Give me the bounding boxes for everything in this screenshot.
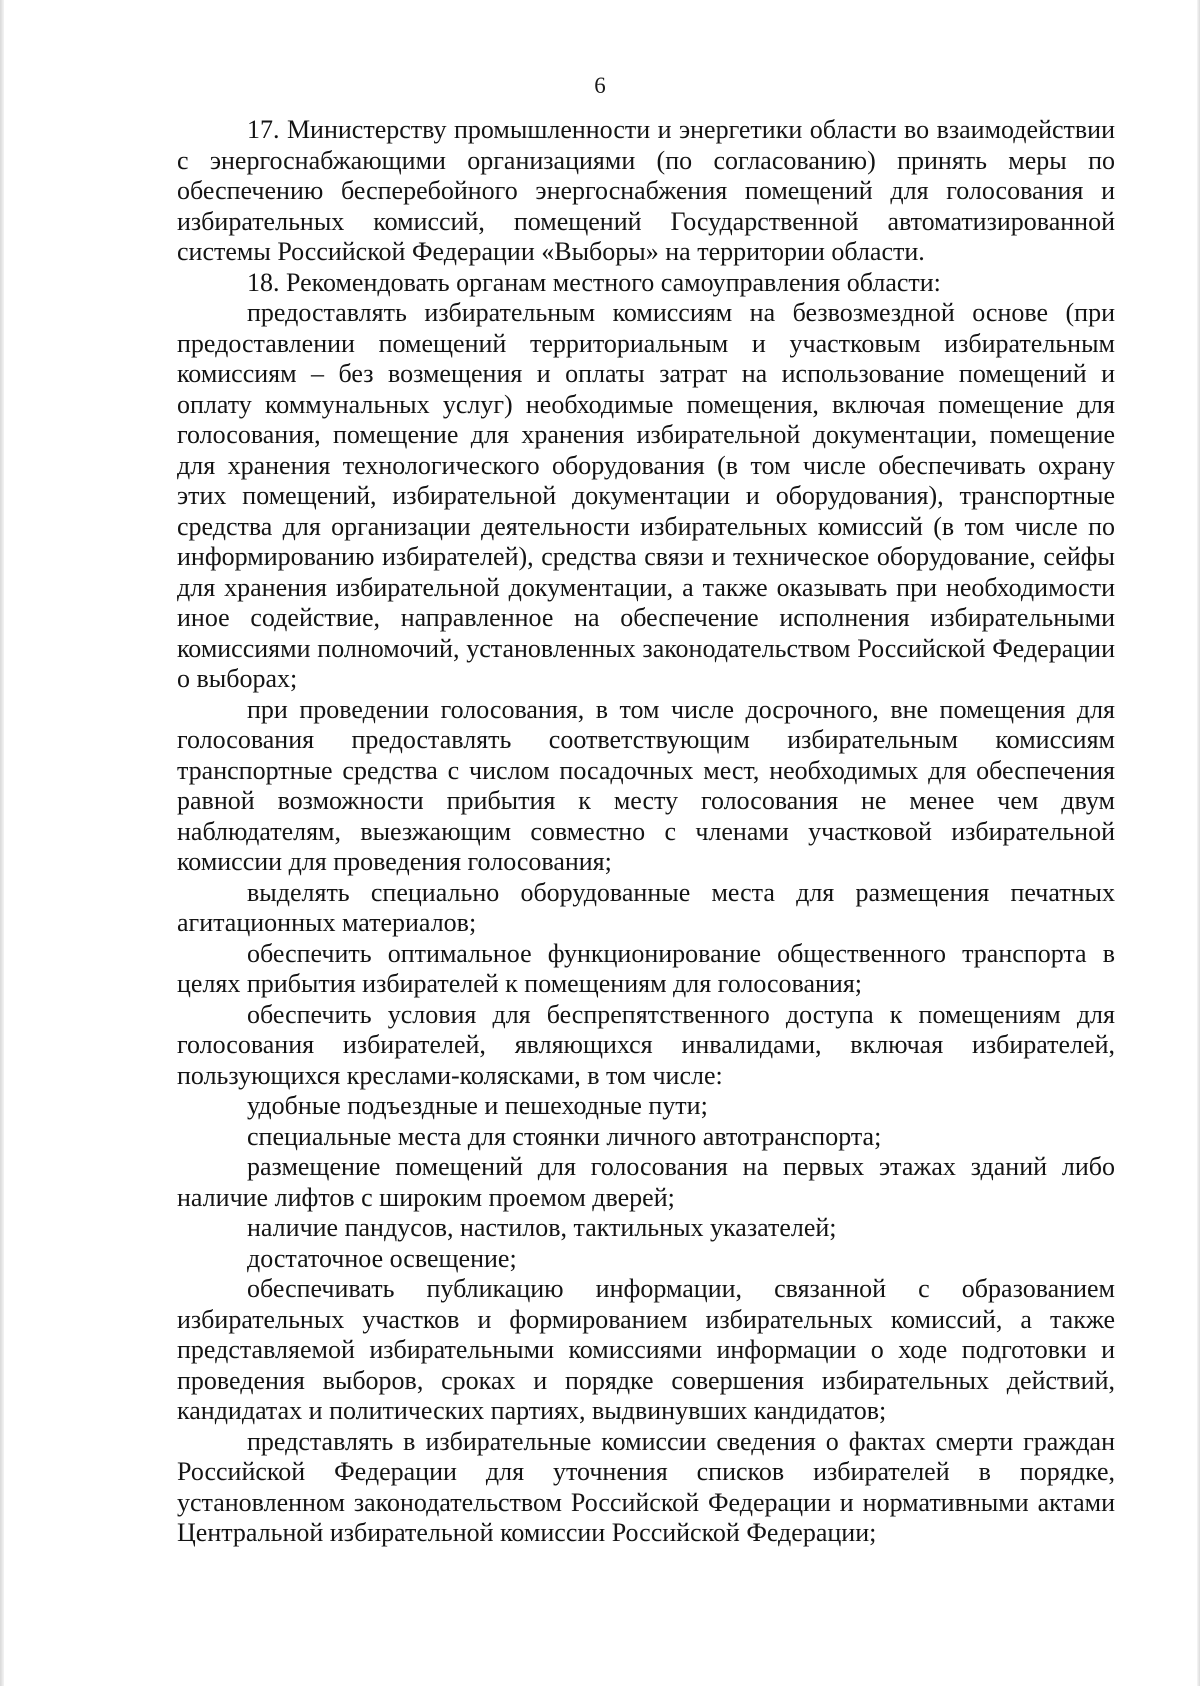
paragraph-transport-for-voting: при проведении голосования, в том числе досрочного, вне помещения для голосования предоставлять соответствующим избирательным комиссиям транспортные средства с числом посадочных мест, необходимых для обеспечения равной возможности прибытия к месту голосования не менее чем двум наблюдателям, выезжающим совместно с членами участковой избирательной комиссии для проведения голосования; — [177, 694, 1115, 876]
paragraph-public-transport: обеспечить оптимальное функционирование общественного транспорта в целях прибытия избирателей к помещениям для голосования; — [177, 938, 1115, 998]
page-number: 6 — [594, 73, 606, 98]
paragraph-access-paths: удобные подъездные и пешеходные пути; — [247, 1091, 708, 1120]
paragraph-ground-floor: размещение помещений для голосования на первых этажах зданий либо наличие лифтов с широким проемом дверей; — [177, 1152, 1115, 1212]
scan-edge-left — [0, 0, 4, 1686]
paragraph-death-records: представлять в избирательные комиссии сведения о фактах смерти граждан Российской Федерации для уточнения списков избирателей в порядке, установленном законодательством Российской Федерации и нормативными актами Центральной избирательной комиссии Российской Федерации; — [177, 1426, 1115, 1547]
paragraph-campaign-material-places: выделять специально оборудованные места для размещения печатных агитационных материалов; — [177, 877, 1115, 937]
paragraph-item-17: 17. Министерству промышленности и энергетики области во взаимодействии с энергоснабжающими организациями (по согласованию) принять меры по обеспечению бесперебойного энергоснабжения помещений для голосования и избирательных комиссий, помещений Государственной автоматизированной системы Российской Федерации «Выборы» на территории области. — [177, 115, 1115, 266]
paragraph-lighting: достаточное освещение; — [247, 1243, 517, 1273]
paragraph-ramps: наличие пандусов, настилов, тактильных указателей; — [247, 1213, 837, 1242]
paragraph-item-18: 18. Рекомендовать органам местного самоуправления области: — [247, 267, 941, 297]
paragraph-parking: специальные места для стоянки личного автотранспорта; — [247, 1121, 882, 1151]
paragraph-publication: обеспечивать публикацию информации, связанной с образованием избирательных участков и формированием избирательных комиссий, а также представляемой избирательными комиссиями информации о ходе подготовки и проведения выборов, сроках и порядке совершения избирательных действий, кандидатах и политических партиях, выдвинувших кандидатов; — [177, 1274, 1115, 1425]
paragraph-accessibility: обеспечить условия для беспрепятственного доступа к помещениям для голосования избирателей, являющихся инвалидами, включая избирателей, пользующихся креслами-колясками, в том числе: — [177, 999, 1115, 1090]
document-body — [177, 115, 1115, 1549]
paragraph-provide-premises: предоставлять избирательным комиссиям на безвозмездной основе (при предоставлении помещений территориальным и участковым избирательным комиссиям – без возмещения и оплаты затрат на использование помещений и оплату коммунальных услуг) необходимые помещения, включая помещение для голосования, помещение для хранения избирательной документации, помещение для хранения технологического оборудования (в том числе обеспечивать охрану этих помещений, избирательной документации и оборудования), транспортные средства для организации деятельности избирательных комиссий (в том числе по информированию избирателей), средства связи и техническое оборудование, сейфы для хранения избирательной документации, а также оказывать при необходимости иное содействие, направленное на обеспечение исполнения избирательными комиссиями полномочий, установленных законодательством Российской Федерации о выборах; — [177, 298, 1115, 693]
